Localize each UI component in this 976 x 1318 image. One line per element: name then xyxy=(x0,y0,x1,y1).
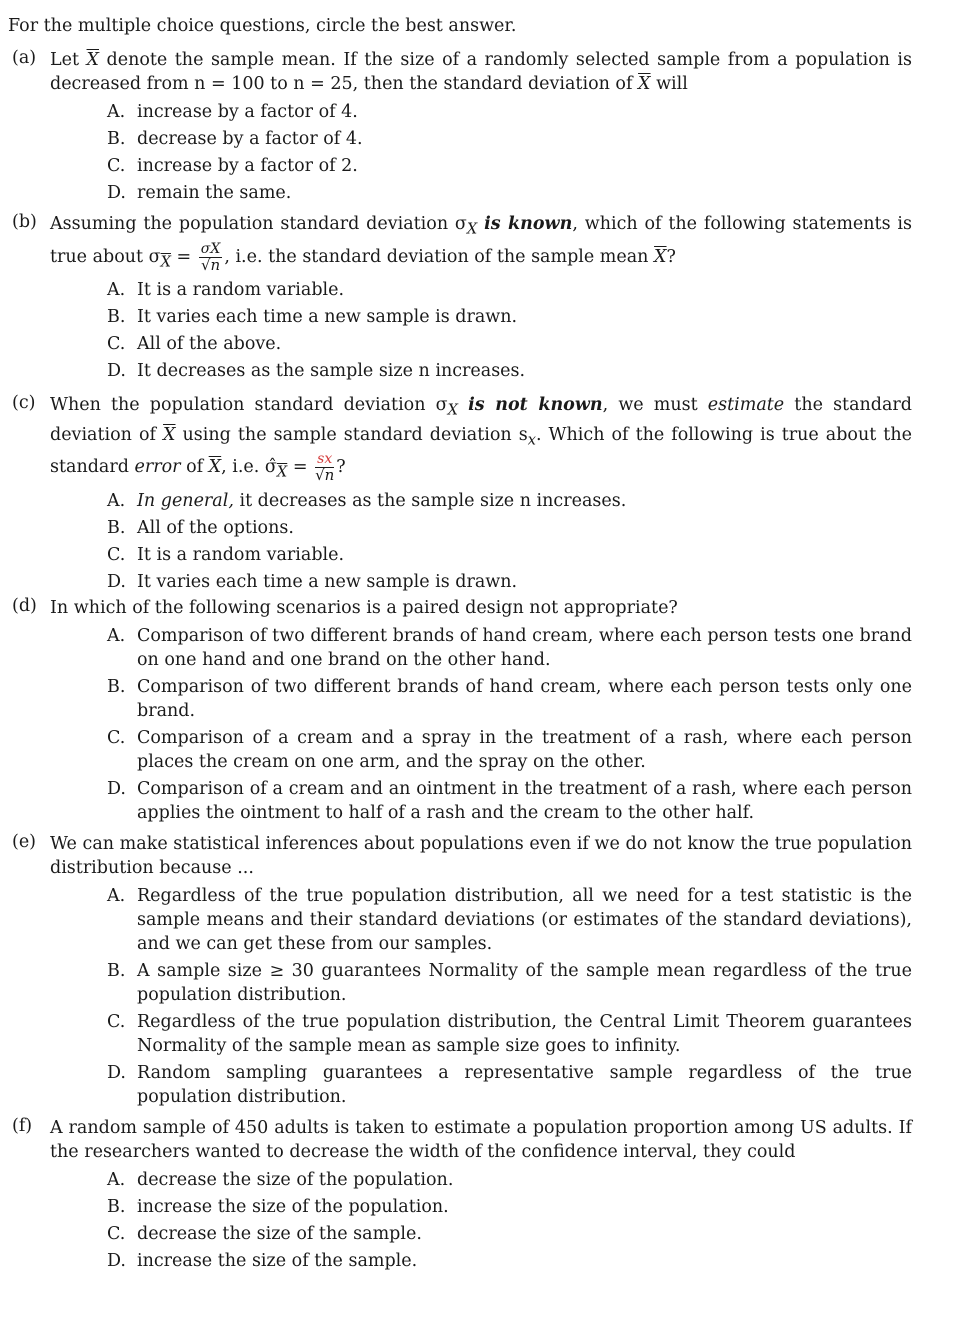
question-e xyxy=(12,832,912,1112)
option-b[interactable]: B. A sample size ≥ 30 guarantees Normality of the sample mean regardless of the true population distribution. xyxy=(107,961,912,1005)
option-b[interactable]: B. It varies each time a new sample is drawn. xyxy=(107,307,518,327)
option-b[interactable]: B. increase the size of the population. xyxy=(107,1197,449,1217)
question-a xyxy=(12,48,912,208)
option-c[interactable]: C. It is a random variable. xyxy=(107,544,345,565)
question-label: (e) xyxy=(12,832,37,852)
question-c xyxy=(12,393,912,597)
options-list xyxy=(107,489,912,594)
option-d[interactable]: D. remain the same. xyxy=(107,183,292,203)
question-d xyxy=(12,596,912,828)
fraction-sigma-over-root-n: $\frac{\sigma X}{√n}$ xyxy=(200,240,221,274)
option-d[interactable]: D. It decreases as the sample size n increases. xyxy=(107,361,526,381)
question-text: When the population standard deviation $\sigma_X$ is not known, we must estimate the standard deviation of $\overline{X}$ using the sample standard deviation $s_x$. Which of the following is true about the standard error of $\overline{X}$, i.e. $\sigmâ_{\overline{X}}$ = $\frac{sx}{√n}$ ? xyxy=(50,395,912,484)
option-c[interactable]: C. decrease the size of the sample. xyxy=(107,1224,422,1244)
option-a[interactable]: A. Comparison of two different brands of hand cream, where each person tests one brand on one hand and one brand on the other hand. xyxy=(107,626,912,670)
question-b xyxy=(12,212,912,386)
options-list xyxy=(107,624,912,825)
option-a[interactable]: A. decrease the size of the population. xyxy=(107,1170,454,1190)
question-label: (d) xyxy=(12,596,37,616)
option-c[interactable]: C. All of the above. xyxy=(107,334,282,354)
question-text: In which of the following scenarios is a paired design not appropriate? xyxy=(50,598,678,618)
option-d[interactable]: D. increase the size of the sample. xyxy=(107,1251,418,1271)
options-list xyxy=(107,100,912,205)
option-a[interactable]: A. It is a random variable. xyxy=(107,280,345,300)
option-c[interactable]: C. Comparison of a cream and a spray in the treatment of a rash, where each person places the cream on one arm, and the spray on the other. xyxy=(107,728,912,772)
options-list xyxy=(107,1168,912,1273)
option-d[interactable]: D. Random sampling guarantees a representative sample regardless of the true population distribution. xyxy=(107,1063,912,1107)
option-b[interactable]: B. decrease by a factor of 4. xyxy=(107,129,363,149)
question-label: (b) xyxy=(12,212,37,232)
question-f xyxy=(12,1116,912,1276)
option-c[interactable]: C. Regardless of the true population distribution, the Central Limit Theorem guarantees Normality of the sample mean as sample size goes to infinity. xyxy=(107,1012,912,1056)
question-label: (f) xyxy=(12,1116,33,1136)
option-c[interactable]: C. increase by a factor of 2. xyxy=(107,156,358,176)
question-label: (a) xyxy=(12,48,37,68)
instructions: For the multiple choice questions, circle the best answer. xyxy=(8,16,517,36)
option-a[interactable]: A. increase by a factor of 4. xyxy=(107,102,358,122)
options-list xyxy=(107,884,912,1109)
question-text: We can make statistical inferences about populations even if we do not know the true population distribution because ... xyxy=(50,834,912,878)
option-d[interactable]: D. It varies each time a new sample is drawn. xyxy=(107,571,518,592)
option-b[interactable]: B. Comparison of two different brands of hand cream, where each person tests only one brand. xyxy=(107,677,912,721)
options-list xyxy=(107,278,912,383)
question-text: Assuming the population standard deviation $\sigma_X$ is known, which of the following statements is true about $\sigma_{\overline{X}}$ = $\frac{\sigma X}{√n}$ , i.e. the standard deviation of the sample mean $\overline{X}$? xyxy=(50,214,912,274)
question-text: Let $\overline{X}$ denote the sample mean. If the size of a randomly selected sample from a population is decreased from n = 100 to n = 25, then the standard deviation of $\overline{X}$ will xyxy=(50,50,912,94)
question-label: (c) xyxy=(12,393,36,413)
option-d[interactable]: D. Comparison of a cream and an ointment in the treatment of a rash, where each person applies the ointment to half of a rash and the cream to the other half. xyxy=(107,779,912,823)
option-a[interactable]: A. In general, it decreases as the sample size n increases. xyxy=(107,490,627,511)
option-a[interactable]: A. Regardless of the true population distribution, all we need for a test statistic is the sample means and their standard deviations (or estimates of the standard deviations), and we can get these from our samples. xyxy=(107,886,912,954)
question-text: A random sample of 450 adults is taken to estimate a population proportion among US adults. If the researchers wanted to decrease the width of the confidence interval, they could xyxy=(50,1118,912,1162)
option-b[interactable]: B. All of the options. xyxy=(107,517,294,538)
fraction-sx-over-root-n: $\frac{sx}{√n}$ xyxy=(315,451,335,484)
